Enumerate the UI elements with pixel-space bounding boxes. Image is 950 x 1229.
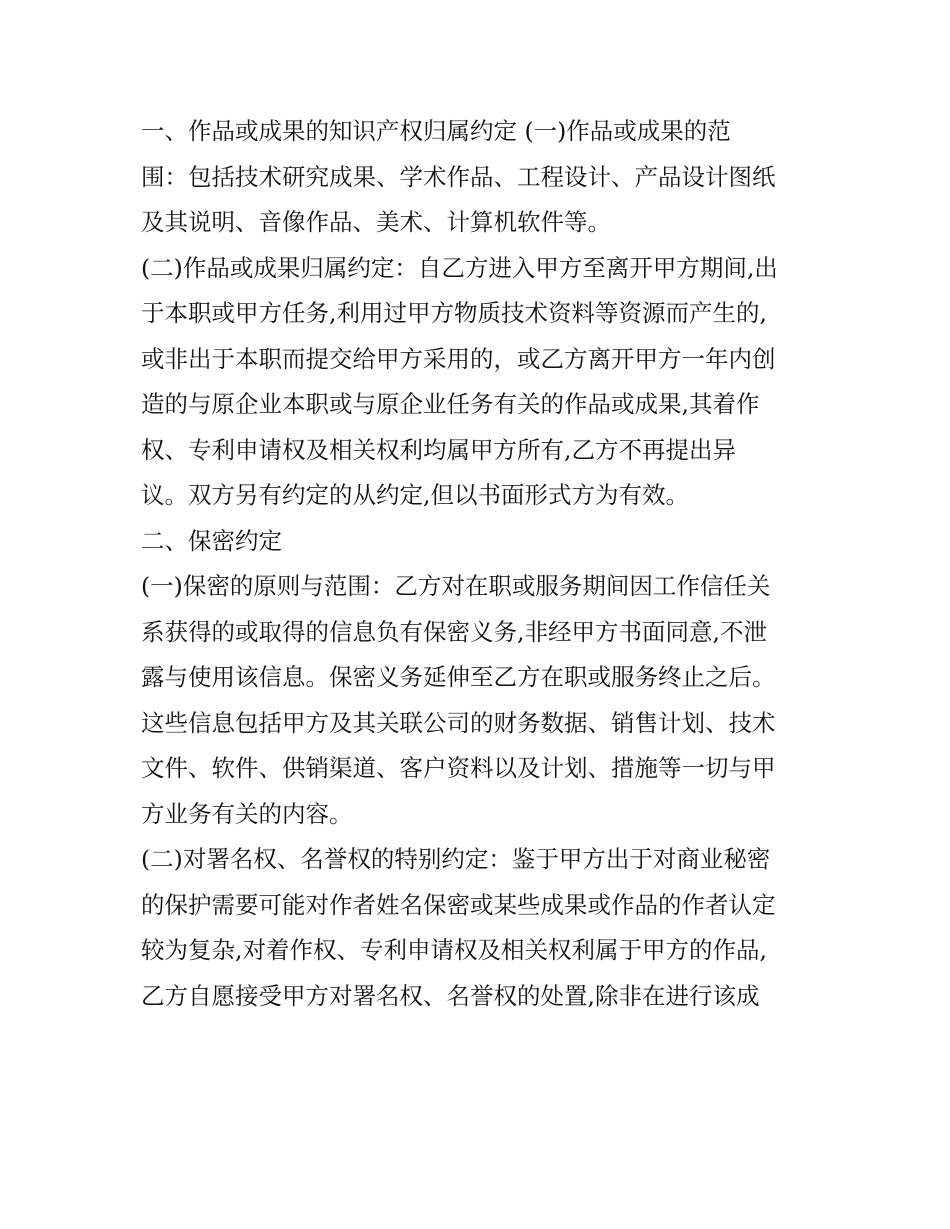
text-line: 权、专利申请权及相关权利均属甲方所有,乙方不再提出异	[141, 435, 736, 464]
section-heading: 二、保密约定	[141, 526, 282, 555]
text-line: 系获得的或取得的信息负有保密义务,非经甲方书面同意,不泄	[141, 617, 767, 646]
text-line: 围：包括技术研究成果、学术作品、工程设计、产品设计图纸	[141, 162, 776, 191]
text-line: 乙方自愿接受甲方对署名权、名誉权的处置,除非在进行该成	[141, 981, 760, 1010]
text-line: 一、作品或成果的知识产权归属约定 (一)作品或成果的范	[141, 117, 731, 145]
document-body	[141, 109, 831, 1019]
text-line: 及其说明、音像作品、美术、计算机软件等。	[141, 208, 611, 236]
text-line: (一)保密的原则与范围：乙方对在职或服务期间因工作信任关	[141, 572, 771, 600]
text-line: 议。双方另有约定的从约定,但以书面形式方为有效。	[141, 481, 689, 509]
text-line: (二)对署名权、名誉权的特别约定：鉴于甲方出于对商业秘密	[141, 845, 771, 873]
text-line: 造的与原企业本职或与原企业任务有关的作品或成果,其着作	[141, 390, 760, 418]
text-line: 露与使用该信息。保密义务延伸至乙方在职或服务终止之后。	[141, 663, 776, 691]
text-line: 于本职或甲方任务,利用过甲方物质技术资料等资源而产生的,	[141, 299, 767, 327]
text-line: 较为复杂,对着作权、专利申请权及相关权利属于甲方的作品,	[141, 936, 767, 964]
text-line: 的保护需要可能对作者姓名保密或某些成果或作品的作者认定	[141, 890, 776, 919]
text-line: 文件、软件、供销渠道、客户资料以及计划、措施等一切与甲	[141, 754, 776, 782]
text-line: 方业务有关的内容。	[141, 799, 353, 828]
text-line: 或非出于本职而提交给甲方采用的，或乙方离开甲方一年内创	[141, 344, 776, 373]
text-line: (二)作品或成果归属约定：自乙方进入甲方至离开甲方期间,出	[141, 253, 778, 282]
text-line: 这些信息包括甲方及其关联公司的财务数据、销售计划、技术	[141, 708, 776, 737]
